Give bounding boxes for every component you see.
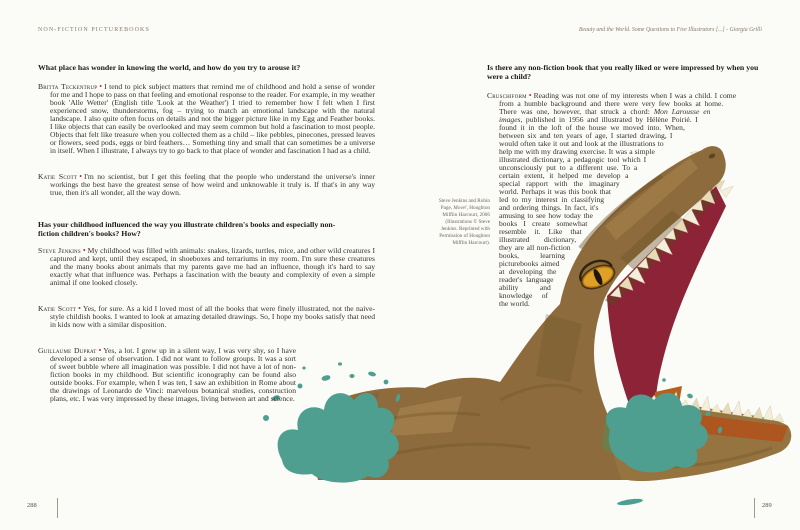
caption-book-title: Move! [453,205,467,211]
speaker-bullet-icon: • [78,304,81,314]
speaker-bullet-icon: • [82,246,86,256]
answer-steve-jenkins [38,247,375,287]
speaker-bullet-icon: • [98,346,102,356]
answer-text-after-title: , published in 1956 and illustrated by Hélène Poirié. I found it in the loft of the house we moved into. When, between six and ten years of age, I started drawing, I would often take it out and look at the illustrations to help me with my drawing exercise. It was a simple illustrated dictionary, a pedagogic tool which I unconsciously put to a different use. To a certain extent, it helped me develop a special rapport with the imaginary world. Perhaps it was this book that led to my interest in classifying and ordering things. In fact, it's amusing to see how today the books I create somewhat resemble it. Like that illustrated dictionary, they are all non-fiction books, learning picturebooks aimed at developing the reader's language ability and knowledge of the world. [499,114,698,308]
speaker-name: Katie Scott [38,171,78,181]
speaker-name: Katie Scott [38,304,77,314]
question-wonder: What place has wonder in knowing the world, and how do you try to arouse it? [38,63,301,72]
left-page-column [38,64,375,421]
book-title: Mon Larousse en images [499,106,711,124]
speaker-name: Guillaume Duprat [38,346,97,356]
question-childhood: Has your childhood influenced the way you illustrate children's books and especially non-fiction children's books? How? [38,219,336,238]
answer-text-before-title: Reading was not one of my interests when I was a child. I come from a humble background and there were very few books at home. There was one, however, that struck a chord: [499,90,737,116]
running-head-left: NON-FICTION PICTUREBOOKS [38,27,150,33]
answer-text: I'm no scientist, but I get this feeling that the people who understand the universe's inner workings the best have the greatest sense of how weird and unknowable it truly is. If that's in any way true, then it's all wonder, all the way down. [50,171,375,197]
speaker-name: Steve Jenkins [38,246,81,256]
answer-britta-teckentrup [38,83,375,155]
answer-text: Yes, a lot. I grew up in a silent way, I was very shy, so I have developed a sense of observation. I did not want to follow groups. It was a sort of sweet bubble where all imagination was possible. I did not have a lot of non-fiction books in my childhood. But scientific iconography can be found also outside books. For example, when I was ten, I saw an exhibition in Rome about the drawings of Leonardo de Vinci: marvelous botanical studies, construction plans, etc. I was very impressed by these images, living between art and science. [50,346,296,404]
illustration-credit-caption [434,198,490,247]
page-number-left: 288 [27,502,37,509]
speaker-bullet-icon: • [99,81,103,91]
page-number-right: 289 [762,502,772,509]
caption-after-title: , Houghton Mifflin Harcourt, 2006 (Illustrations © Steve Jenkins. Reprinted with Permission of Houghton Mifflin Harcourt). [439,205,490,246]
speaker-name: Britta Teckentrup [38,81,98,91]
answer-text: My childhood was filled with animals: snakes, lizards, turtles, mice, and other wild creatures I captured and kept, until they escaped, in shoeboxes and terrariums in my room. I'm sure these creatures and the many books about animals that my parents gave me had an influence, though it's hard to say exactly what that influence was. Perhaps a fascination with the beauty and complexity of even a simple animal if one looked closely. [50,246,375,288]
answer-guillaume-duprat [38,347,296,403]
answer-cruschiform [487,92,763,308]
answer-text: I tend to pick subject matters that remind me of childhood and hold a sense of wonder for me and I hope to pass on that feeling and emotional response to the reader. For example, in my weather book 'Alle Wetter' (English title 'Look at the Weather') I tried to remember how I felt when I first experienced snow, thunderstorms, fog – trying to match an emotional landscape with the natural landscape. I also quite often focus on details and not the bigger picture like in my Egg and Feather books. I like objects that can easily be overlooked and may seem common but hold a fascination to most people. Objects that felt like treasure when you collected them as a child – like pebbles, pinecones, pressed leaves or flowers, seed pods, eggs or bird feathers… Something tiny and small that can sometimes be a universe in itself. When I illustrate, I always try to go back to that place of wonder and fascination I had as a child. [50,81,375,155]
question-favourite-book: Is there any non-fiction book that you really liked or were impressed by when you were a child? [487,63,759,81]
speaker-bullet-icon: • [528,90,532,100]
running-head-author: - Giorgia Grilli [724,27,762,33]
crop-mark-left [57,498,58,518]
speaker-name: Cruschiform [487,90,527,100]
answer-katie-scott-2 [38,305,375,329]
right-page-column [487,64,763,326]
answer-text: Yes, for sure. As a kid I loved most of all the books that were finely illustrated, not the naive-style childish books. I wanted to look at amazing detailed drawings. So, I hope my books satisfy that need in kids now with a similar disposition. [50,304,375,330]
speaker-bullet-icon: • [79,171,83,181]
crop-mark-right [754,498,755,518]
running-head-right [579,27,762,33]
running-head-title: Beauty and the World. Some Questions to Five Illustrators [...] [578,27,725,33]
caption-before-title: Steve Jenkins and Robin Page, [438,198,490,211]
water-splash-right [606,378,723,506]
answer-katie-scott-1 [38,173,375,197]
